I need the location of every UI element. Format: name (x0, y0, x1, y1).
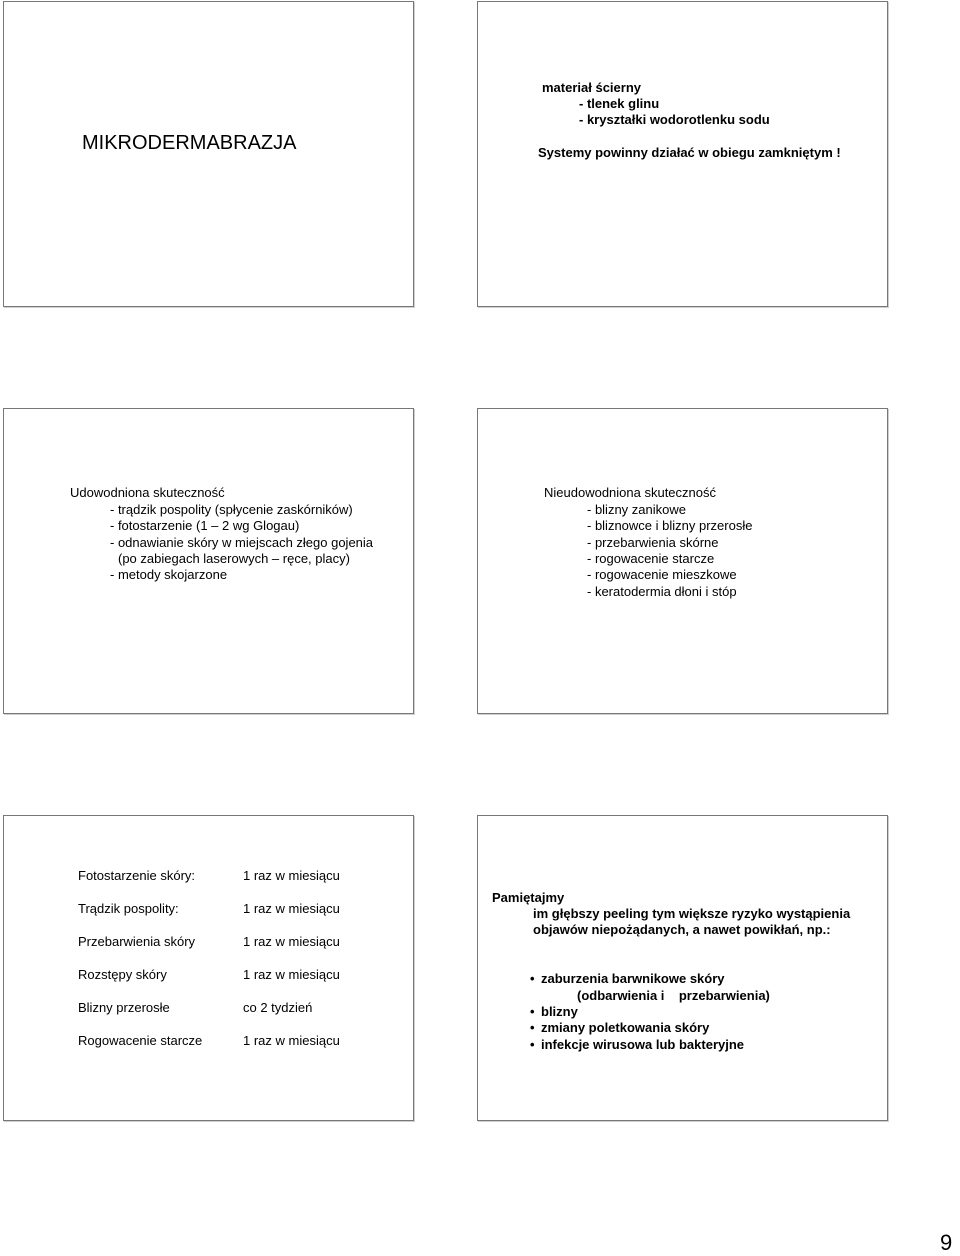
unproven-item: - blizny zanikowe (587, 502, 686, 517)
table-row-condition: Blizny przerosłe (78, 1000, 170, 1015)
bullet-icon: • (530, 971, 535, 986)
table-row-condition: Przebarwienia skóry (78, 934, 196, 949)
table-row-condition: Fotostarzenie skóry: (78, 868, 196, 883)
bullet-icon: • (530, 1004, 535, 1019)
table-row-frequency: co 2 tydzień (243, 1000, 313, 1015)
proven-item: (po zabiegach laserowych – ręce, placy) (118, 551, 350, 566)
abrasive-item-sodium: - kryształki wodorotlenku sodu (579, 112, 770, 127)
unproven-item: - rogowacenie starcze (587, 551, 715, 566)
table-row-frequency: 1 raz w miesiącu (243, 967, 340, 982)
proven-heading: Udowodniona skuteczność (70, 485, 225, 500)
table-row-frequency: 1 raz w miesiącu (243, 934, 340, 949)
proven-item: - odnawianie skóry w miejscach złego gojenia (110, 535, 374, 550)
warning-line-2: objawów niepożądanych, a nawet powikłań, np.: (533, 922, 831, 937)
slide-5 (3, 815, 414, 1121)
table-row-frequency: 1 raz w miesiącu (243, 901, 340, 916)
unproven-item: - bliznowce i blizny przerosłe (587, 518, 753, 533)
proven-item: - fotostarzenie (1 – 2 wg Glogau) (110, 518, 300, 533)
page-number: 9 (940, 1230, 953, 1255)
table-row-condition: Rogowacenie starcze (78, 1033, 203, 1048)
complication-item: blizny (541, 1004, 578, 1019)
unproven-item: - keratodermia dłoni i stóp (587, 584, 737, 599)
bullet-icon: • (530, 1020, 535, 1035)
slide-1-title: MIKRODERMABRAZJA (82, 132, 297, 154)
abrasive-heading-text: materiał ścierny (542, 80, 642, 95)
closed-system-note: Systemy powinny działać w obiegu zamkniętym ! (538, 145, 841, 160)
complication-item: zaburzenia barwnikowe skóry (541, 971, 725, 986)
unproven-item: - rogowacenie mieszkowe (587, 567, 737, 582)
table-row-condition: Rozstępy skóry (78, 967, 167, 982)
complication-subitem: (odbarwienia i przebarwienia) (577, 988, 770, 1003)
remember-heading: Pamiętajmy (492, 890, 565, 905)
proven-item: - trądzik pospolity (spłycenie zaskórników) (110, 502, 353, 517)
warning-line-1: im głębszy peeling tym większe ryzyko wystąpienia (533, 906, 851, 921)
complication-item: zmiany poletkowania skóry (541, 1020, 710, 1035)
complication-item: infekcje wirusowa lub bakteryjne (541, 1037, 745, 1052)
table-row-frequency: 1 raz w miesiącu (243, 868, 340, 883)
unproven-heading: Nieudowodniona skuteczność (544, 485, 716, 500)
unproven-item: - przebarwienia skórne (587, 535, 719, 550)
abrasive-item-alumina: - tlenek glinu (579, 96, 660, 111)
slide-6 (477, 815, 888, 1121)
table-row-condition: Trądzik pospolity: (78, 901, 179, 916)
bullet-icon: • (530, 1037, 535, 1052)
table-row-frequency: 1 raz w miesiącu (243, 1033, 340, 1048)
proven-item: - metody skojarzone (110, 567, 228, 582)
